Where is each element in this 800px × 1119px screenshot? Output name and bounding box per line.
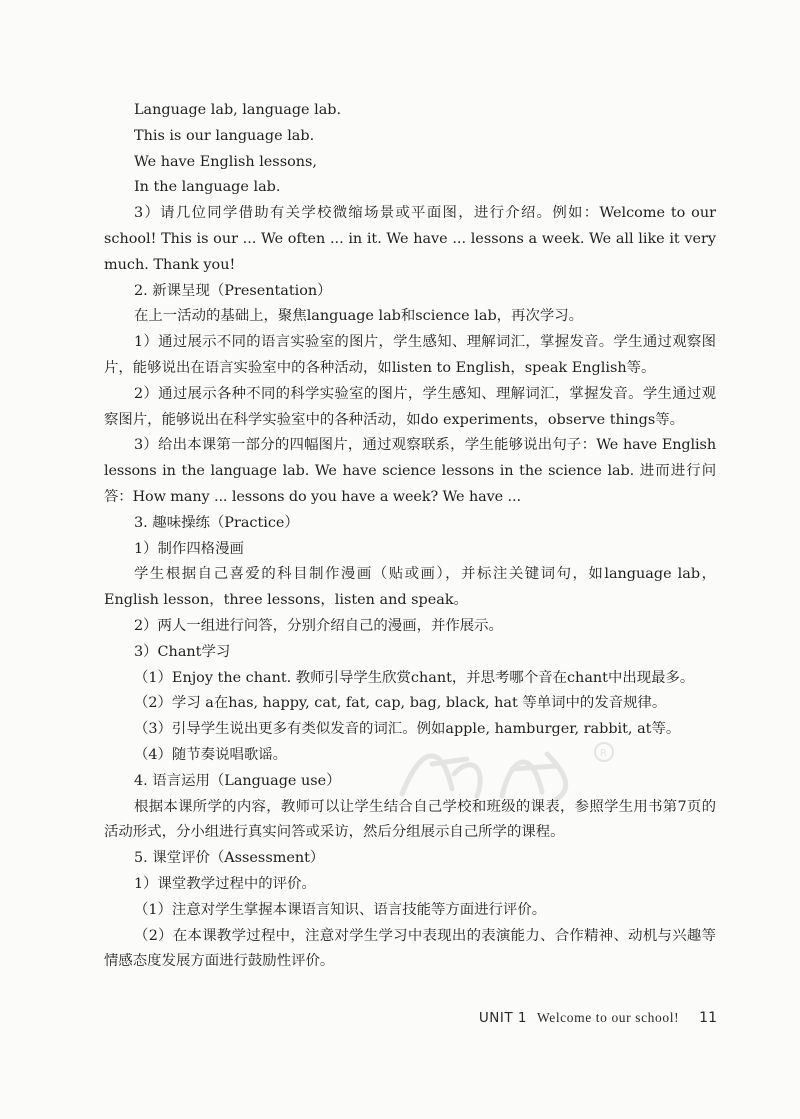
page-body bbox=[104, 98, 716, 975]
paragraph: （4）随节奏说唱歌谣。 bbox=[134, 746, 288, 763]
paragraph: （3）引导学生说出更多有类似发音的词汇。例如apple, hamburger, rabbit, at等。 bbox=[134, 721, 681, 738]
section-heading-presentation: 2. 新课呈现（Presentation） bbox=[134, 282, 332, 299]
paragraph: 1）制作四格漫画 bbox=[134, 540, 244, 557]
paragraph: 3）给出本课第一部分的四幅图片，通过观察联系，学生能够说出句子：We have English lessons in the language lab. We have science lessons in the science lab. 进而进行问答：How many ... lessons do you have a week? We have ... bbox=[104, 437, 716, 505]
paragraph: 根据本课所学的内容，教师可以让学生结合自己学校和班级的课表，参照学生用书第7页的活动形式，分小组进行真实问答或采访，然后分组展示自己所学的课程。 bbox=[104, 798, 716, 841]
section-heading-practice: 3. 趣味操练（Practice） bbox=[134, 514, 299, 531]
paragraph: 3）Chant学习 bbox=[134, 643, 231, 660]
paragraph: 2）两人一组进行问答，分别介绍自己的漫画，并作展示。 bbox=[134, 617, 503, 634]
paragraph: （1）注意对学生掌握本课语言知识、语言技能等方面进行评价。 bbox=[134, 901, 547, 918]
paragraph: 1）通过展示不同的语言实验室的图片，学生感知、理解词汇，掌握发音。学生通过观察图片，能够说出在语言实验室中的各种活动，如listen to English，speak English等。 bbox=[104, 334, 716, 376]
chant-line: We have English lessons, bbox=[134, 153, 317, 170]
publisher-watermark-icon bbox=[392, 734, 622, 814]
paragraph: （1）Enjoy the chant. 教师引导学生欣赏chant，并思考哪个音在chant中出现最多。 bbox=[134, 669, 695, 686]
paragraph: 在上一活动的基础上，聚焦language lab和science lab，再次学习。 bbox=[134, 308, 584, 325]
footer-unit: UNIT 1 bbox=[478, 1010, 527, 1026]
paragraph: 1）课堂教学过程中的评价。 bbox=[134, 875, 316, 892]
paragraph: （2）学习 a在has, happy, cat, fat, cap, bag, black, hat 等单词中的发音规律。 bbox=[134, 695, 667, 712]
chant-line: Language lab, language lab. bbox=[134, 102, 342, 118]
section-heading-language-use: 4. 语言运用（Language use） bbox=[134, 772, 341, 789]
svg-text:R: R bbox=[600, 748, 607, 759]
page-number: 11 bbox=[699, 1010, 717, 1026]
chant-line: This is our language lab. bbox=[134, 127, 315, 144]
chant-line: In the language lab. bbox=[134, 179, 281, 196]
paragraph: 学生根据自己喜爱的科目制作漫画（贴或画），并标注关键词句，如language lab，English lesson，three lessons，listen and speak。 bbox=[104, 566, 716, 609]
paragraph: 2）通过展示各种不同的科学实验室的图片，学生感知、理解词汇，掌握发音。学生通过观察图片，能够说出在科学实验室中的各种活动，如do experiments，observe things等。 bbox=[104, 385, 716, 428]
footer-unit-title: Welcome to our school! bbox=[536, 1010, 680, 1025]
section-heading-assessment: 5. 课堂评价（Assessment） bbox=[134, 850, 325, 867]
paragraph: （2）在本课教学过程中，注意对学生学习中表现出的表演能力、合作精神、动机与兴趣等情感态度发展方面进行鼓励性评价。 bbox=[104, 927, 716, 970]
paragraph-school-intro: 3）请几位同学借助有关学校微缩场景或平面图，进行介绍。例如：Welcome to our school! This is our ... We often ... in it. We have ... lessons a week. We all like it very much. Thank you! bbox=[104, 205, 716, 273]
page-footer bbox=[472, 1010, 717, 1032]
